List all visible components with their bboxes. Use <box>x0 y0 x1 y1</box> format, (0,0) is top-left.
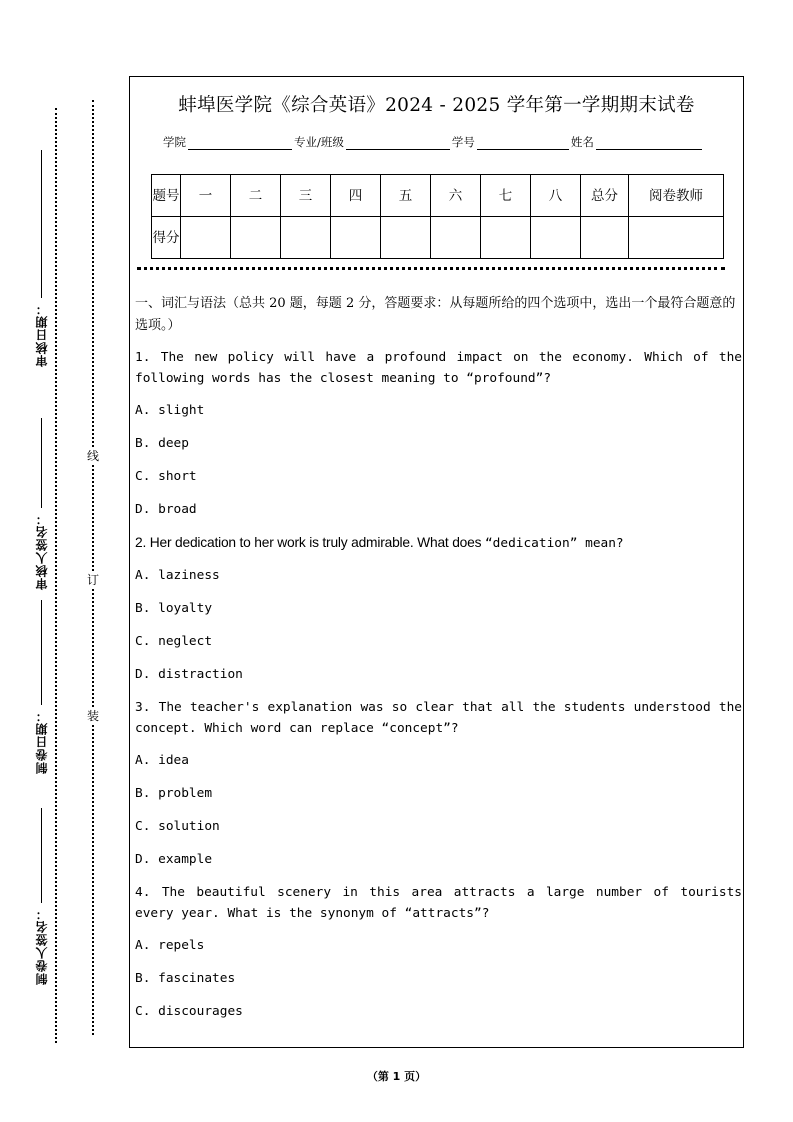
score-cell[interactable] <box>381 217 431 259</box>
col-header-3: 三 <box>281 175 331 217</box>
exam-title: 蚌埠医学院《综合英语》2024 - 2025 学年第一学期期末试卷 <box>178 95 695 116</box>
exam-made-date-line <box>41 600 42 705</box>
question-4-option-b: B. fascinates <box>135 971 236 986</box>
question-3-option-c: C. solution <box>135 819 220 834</box>
score-table <box>151 174 724 259</box>
exam-content <box>135 293 742 1034</box>
col-header-2: 二 <box>231 175 281 217</box>
score-row <box>152 217 724 259</box>
score-cell[interactable] <box>231 217 281 259</box>
section-title: 一、词汇与语法（总共 20 题，每题 2 分，答题要求：从每题所给的四个选项中，选出一个最符合题意的选项。） <box>135 296 736 333</box>
question-1-option-d: D. broad <box>135 502 197 517</box>
total-score-header: 总分 <box>581 175 629 217</box>
reviewer-signature-field <box>30 418 52 590</box>
reviewer-cell[interactable] <box>629 217 724 259</box>
exam-made-date-label: 制卷日期： <box>34 709 49 774</box>
score-cell[interactable] <box>481 217 531 259</box>
major-class-label: 专业/班级 <box>294 135 344 149</box>
score-cell[interactable] <box>431 217 481 259</box>
binding-char-bind: 装 <box>84 708 102 724</box>
question-4-option-a: A. repels <box>135 938 205 953</box>
name-label: 姓名 <box>570 135 594 149</box>
header-separator <box>137 267 725 270</box>
question-2-option-c: C. neglect <box>135 634 213 649</box>
page-number: （第 1 页） <box>366 1070 427 1083</box>
score-cell[interactable] <box>331 217 381 259</box>
reviewer-header: 阅卷教师 <box>629 175 724 217</box>
question-2-stem: 2. Her dedication to her work is truly admirable. What does <box>135 535 485 550</box>
question-1: 1. The new policy will have a profound impact on the economy. Which of the following words has the closest meaning to “profound”? <box>135 350 742 386</box>
col-header-4: 四 <box>331 175 381 217</box>
question-number-row <box>152 175 724 217</box>
reviewer-signature-label: 审核人签名： <box>34 512 49 590</box>
exam-maker-signature-field <box>30 808 52 985</box>
question-3: 3. The teacher's explanation was so clear that all the students understood the concept. Which word can replace “concept”? <box>135 700 742 736</box>
col-header-6: 六 <box>431 175 481 217</box>
question-3-option-a: A. idea <box>135 753 189 768</box>
question-3-option-d: D. example <box>135 852 213 867</box>
binding-char-staple: 订 <box>84 572 102 588</box>
binding-char-line: 线 <box>84 448 102 464</box>
question-2-ask: “dedication” mean? <box>484 536 624 551</box>
score-cell[interactable] <box>281 217 331 259</box>
question-number-label: 题号 <box>152 175 181 217</box>
college-field[interactable] <box>188 137 292 150</box>
question-4-option-c: C. discourages <box>135 1004 243 1019</box>
exam-made-date-field <box>30 600 52 774</box>
binding-dotted-line-outer <box>55 108 57 1043</box>
exam-maker-signature-line <box>41 808 42 903</box>
question-2 <box>135 532 742 554</box>
review-date-field <box>30 150 52 367</box>
question-1-option-b: B. deep <box>135 436 189 451</box>
question-2-option-a: A. laziness <box>135 568 220 583</box>
major-class-field[interactable] <box>346 137 450 150</box>
binding-dotted-line-inner <box>92 100 94 1035</box>
col-header-1: 一 <box>181 175 231 217</box>
question-3-option-b: B. problem <box>135 786 213 801</box>
col-header-5: 五 <box>381 175 431 217</box>
question-4: 4. The beautiful scenery in this area attracts a large number of tourists every year. What is the synonym of “attracts”? <box>135 885 742 921</box>
question-1-option-a: A. slight <box>135 403 205 418</box>
question-2-option-b: B. loyalty <box>135 601 213 616</box>
col-header-8: 八 <box>531 175 581 217</box>
student-info-row <box>163 134 704 150</box>
reviewer-signature-line <box>41 418 42 508</box>
score-label: 得分 <box>152 217 181 259</box>
total-score-cell[interactable] <box>581 217 629 259</box>
exam-frame <box>129 76 744 1048</box>
score-cell[interactable] <box>181 217 231 259</box>
question-1-option-c: C. short <box>135 469 197 484</box>
student-id-label: 学号 <box>451 135 475 149</box>
col-header-7: 七 <box>481 175 531 217</box>
college-label: 学院 <box>163 135 186 149</box>
review-date-line <box>41 150 42 298</box>
name-field[interactable] <box>596 137 702 150</box>
exam-maker-signature-label: 制卷人签名： <box>34 907 49 985</box>
score-cell[interactable] <box>531 217 581 259</box>
question-2-option-d: D. distraction <box>135 667 243 682</box>
student-id-field[interactable] <box>477 137 569 150</box>
review-date-label: 审核日期： <box>34 302 49 367</box>
